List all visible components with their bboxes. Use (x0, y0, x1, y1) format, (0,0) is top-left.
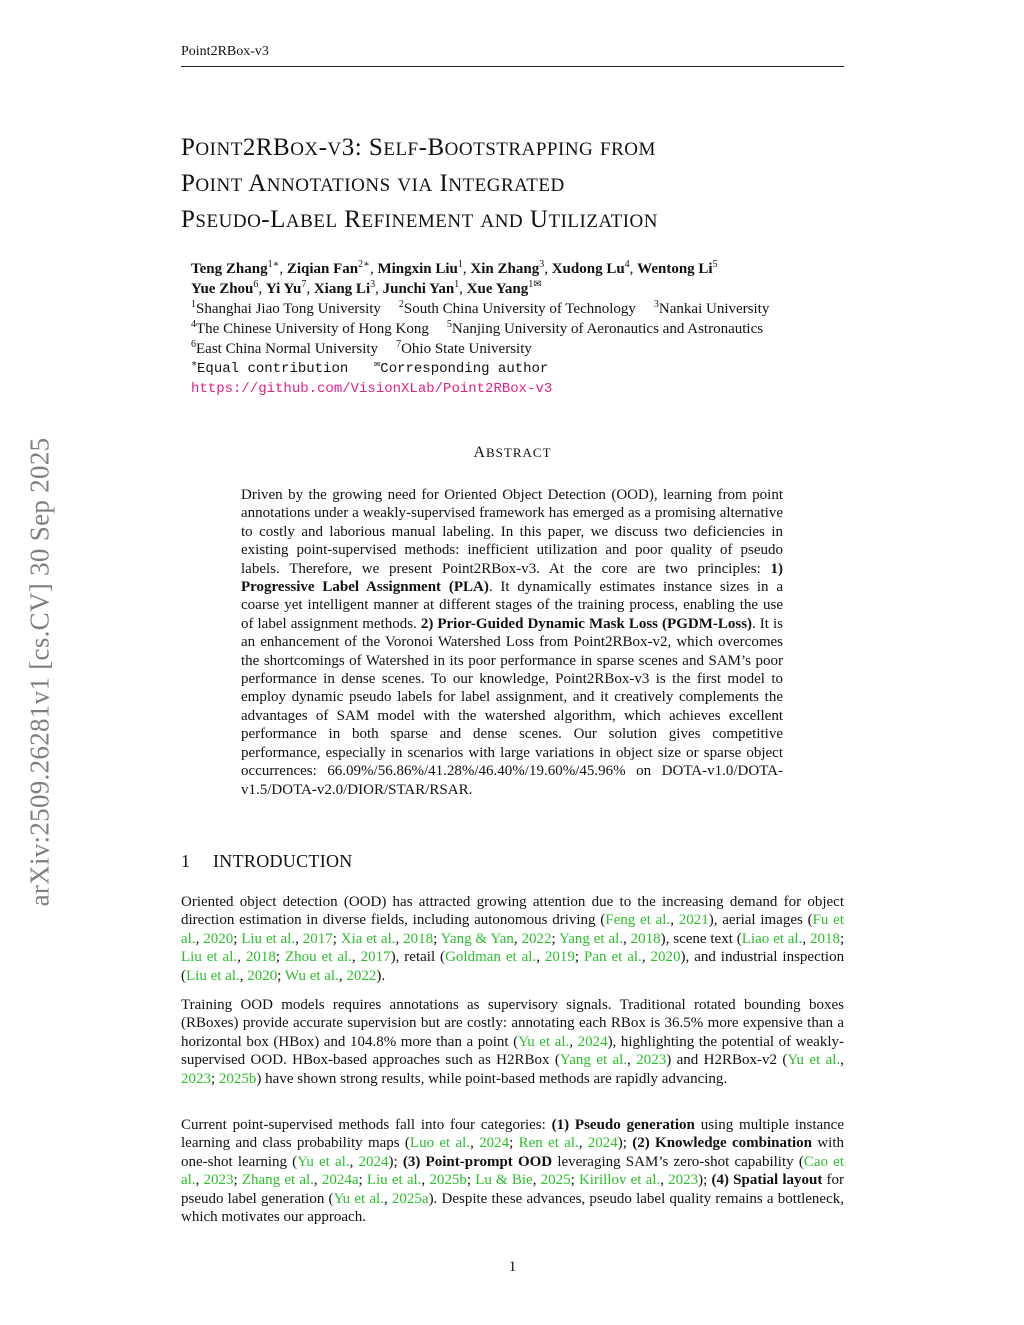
author-affiliation-mark: 5 (712, 259, 718, 270)
affiliation-name: Nankai University (658, 301, 770, 317)
author-name: Ziqian Fan (286, 261, 359, 277)
citation-link[interactable]: 2023 (636, 1052, 667, 1069)
intro-paragraph-2: Training OOD models requires annotations as supervisory signals. Traditional rotated bounding boxes (RBoxes) provide accurate supervision but are costly: annotating each RBox is 36.5% more expensive than a horizontal box (HBox) and 104.8% more than a point (Yu et al., 2024), highlighting the potential of weakly-supervised OOD. HBox-based approaches such as H2RBox (Yang et al., 2023) and H2RBox-v2 (Yu et al., 2023; 2025b) have shown strong results, while point-based methods are rapidly advancing. (181, 997, 844, 1087)
affiliation-line-2 (191, 319, 851, 339)
citation-link[interactable]: Liu et al. (186, 967, 240, 984)
affiliation-mark: 4 (191, 319, 196, 330)
citation-link[interactable]: Yang & Yan (440, 930, 514, 947)
citation-link[interactable]: 2022 (346, 967, 377, 984)
author-name: Mingxin Liu (377, 261, 458, 277)
arxiv-identifier: arXiv:2509.26281v1 [cs.CV] 30 Sep 2025 (24, 437, 55, 907)
affiliation-mark: 3 (653, 299, 659, 310)
citation-link[interactable]: 2024 (577, 1033, 608, 1050)
citation-link[interactable]: Liu et al. (181, 949, 238, 966)
citation-link[interactable]: Cao et al. (181, 1153, 844, 1189)
citation-link[interactable]: Goldman et al. (445, 949, 537, 966)
citation-link[interactable]: 2025b (429, 1172, 467, 1189)
bold-term: 1) Progressive Label Assignment (PLA) (241, 560, 783, 596)
author-block (191, 259, 851, 399)
affiliation-name: The Chinese University of Hong Kong (196, 321, 429, 337)
citation-link[interactable]: Yang et al. (558, 930, 624, 947)
author-affiliation-mark: 1∗ (267, 259, 280, 270)
author-name: Xue Yang (466, 281, 529, 297)
title-line-1: POINT2RBOX-V3: SELF-BOOTSTRAPPING FROM (181, 134, 656, 161)
author-name: Xudong Lu (551, 261, 625, 277)
bold-term: (3) Point-prompt OOD (402, 1153, 553, 1170)
abstract-body: Driven by the growing need for Oriented Object Detection (OOD), learning from point annotations under a weakly-supervised framework has emerged as a promising alternative to costly and laborious manual labeling. In this paper, we discuss two deficiencies in existing point-supervised methods: inefficient utilization and poor quality of pseudo labels. Therefore, we present Point2RBox-v3. At the core are two principles: 1) Progressive Label Assignment (PLA). It dynamically estimates instance sizes in a coarse yet intelligent manner at different stages of the training process, enabling the use of label assignment methods. 2) Prior-Guided Dynamic Mask Loss (PGDM-Loss). It is an enhancement of the Voronoi Watershed Loss from Point2RBox-v2, which overcomes the shortcomings of Watershed in its poor performance in sparse scenes and SAM’s poor performance in dense scenes. To our knowledge, Point2RBox-v3 is the first model to employ dynamic pseudo labels for label assignment, and it creatively complements the advantages of SAM model with the watershed algorithm, which achieves excellent performance in both sparse and dense scenes. Our solution gives competitive performance, especially in scenarios with large variations in object size or sparse object occurrences: 66.09%/56.86%/41.28%/46.40%/19.60%/45.96% on DOTA-v1.0/DOTA-v1.5/DOTA-v2.0/DIOR/STAR/RSAR. (241, 487, 783, 798)
affiliation-line-3 (191, 339, 851, 359)
citation-link[interactable]: Xia et al. (340, 930, 396, 947)
header-rule (181, 66, 844, 67)
section-title: INTRODUCTION (213, 851, 353, 871)
mail-icon: ✉ (374, 359, 381, 371)
paper-title (181, 131, 844, 239)
citation-link[interactable]: 2017 (302, 930, 333, 947)
bold-term: (2) Knowledge combination (632, 1135, 813, 1152)
affiliation-line-1 (191, 299, 851, 319)
corresponding-author-note: Corresponding author (380, 361, 549, 377)
citation-link[interactable]: 2019 (544, 949, 575, 966)
abstract-heading (181, 444, 844, 462)
affiliation-mark: 6 (191, 339, 196, 350)
section-number: 1 (181, 851, 191, 871)
citation-link[interactable]: 2022 (521, 930, 552, 947)
citation-link[interactable]: 2020 (247, 967, 278, 984)
affiliation-name: East China Normal University (196, 341, 379, 357)
citation-link[interactable]: Liu et al. (366, 1172, 422, 1189)
author-affiliation-mark: 1 (457, 259, 463, 270)
citation-link[interactable]: 2024 (479, 1135, 510, 1152)
author-line-2: Yue Zhou$^6$, Yi Yu$^7$, Xiang Li$^3$, Junchi Yan$^1$, Xue Yang$^{1✉}$ (191, 279, 542, 297)
author-name: Xiang Li (313, 281, 371, 297)
affiliation-name: Ohio State University (401, 341, 532, 357)
citation-link[interactable]: Fu et al. (181, 912, 845, 947)
citation-link[interactable]: Wu et al. (284, 967, 339, 984)
citation-link[interactable]: 2023 (203, 1172, 234, 1189)
citation-link[interactable]: Yu et al. (297, 1153, 350, 1170)
author-affiliation-mark: 6 (253, 279, 259, 290)
equal-contribution-note: Equal contribution (197, 361, 349, 377)
citation-link[interactable]: 2025 (540, 1172, 571, 1189)
author-name: Yi Yu (265, 281, 302, 297)
affiliation-mark: 5 (446, 319, 452, 330)
author-affiliation-mark: 2∗ (358, 259, 370, 270)
citation-link[interactable]: 2021 (678, 912, 709, 929)
citation-link[interactable]: 2025b (218, 1070, 257, 1087)
arxiv-sidebar (20, 392, 60, 952)
author-line-1: Teng Zhang$^{1∗}$, Ziqian Fan$^{2∗}$, Mingxin Liu$^1$, Xin Zhang$^3$, Xudong Lu$^4$, Wentong Li$^5$ (191, 259, 718, 277)
citation-link[interactable]: 2023 (181, 1070, 211, 1087)
author-name: Xin Zhang (470, 261, 540, 277)
github-link[interactable]: https://github.com/VisionXLab/Point2RBox-v3 (191, 381, 553, 397)
citation-link[interactable]: 2018 (809, 930, 840, 947)
affiliation-mark: 7 (396, 339, 402, 350)
citation-link[interactable]: 2024 (358, 1153, 389, 1170)
citation-link[interactable]: Yu et al. (333, 1190, 384, 1207)
equal-contribution-mark: ∗ (191, 359, 198, 371)
citation-link[interactable]: Liu et al. (241, 930, 296, 947)
affiliation-mark: 1 (191, 299, 196, 310)
citation-link[interactable]: Zhou et al. (284, 949, 352, 966)
title-line-3: PSEUDO-LABEL REFINEMENT AND UTILIZATION (181, 206, 658, 233)
citation-link[interactable]: 2017 (360, 949, 391, 966)
abstract-heading-text: ABSTRACT (473, 444, 552, 461)
bold-term: (4) Spatial layout (711, 1172, 823, 1189)
author-name: Wentong Li (637, 261, 713, 277)
citation-link[interactable]: Kirillov et al. (578, 1172, 661, 1189)
citation-link[interactable]: Yu et al. (518, 1033, 570, 1050)
citation-link[interactable]: Lu & Bie (475, 1172, 533, 1189)
author-affiliation-mark: 3 (370, 279, 376, 290)
citation-link[interactable]: 2024a (321, 1172, 359, 1189)
citation-link[interactable]: 2025a (391, 1190, 429, 1207)
citation-link[interactable]: Feng et al. (605, 912, 671, 929)
intro-paragraph-1: Oriented object detection (OOD) has attracted growing attention due to the increasing demand for object direction estimation in diverse fields, including autonomous driving (Feng et al., 2021), aerial images (Fu et al., 2020; Liu et al., 2017; Xia et al., 2018; Yang & Yan, 2022; Yang et al., 2018), scene text (Liao et al., 2018; Liu et al., 2018; Zhou et al., 2017), retail (Goldman et al., 2019; Pan et al., 2020), and industrial inspection (Liu et al., 2020; Wu et al., 2022). (181, 894, 845, 984)
citation-link[interactable]: Ren et al. (518, 1135, 579, 1152)
bold-term: 2) Prior-Guided Dynamic Mask Loss (PGDM-Loss) (420, 615, 753, 632)
citation-link[interactable]: 2020 (650, 949, 681, 966)
author-affiliation-mark: 3 (539, 259, 545, 270)
author-affiliation-mark: 1✉ (528, 279, 542, 290)
affiliation-name: South China University of Technology (403, 301, 636, 317)
bold-term: (1) Pseudo generation (551, 1117, 695, 1133)
citation-link[interactable]: 2018 (403, 930, 434, 947)
page-number: 1 (508, 1259, 517, 1275)
author-name: Junchi Yan (382, 281, 455, 297)
contribution-notes (191, 359, 851, 379)
citation-link[interactable]: Yang et al. (559, 1052, 628, 1069)
author-affiliation-mark: 1 (454, 279, 460, 290)
affiliation-mark: 2 (398, 299, 404, 310)
section-heading-introduction (181, 851, 353, 872)
author-name: Teng Zhang (191, 261, 268, 277)
citation-link[interactable]: 2023 (668, 1172, 699, 1189)
citation-link[interactable]: 2024 (587, 1135, 618, 1152)
intro-paragraph-3: Current point-supervised methods fall into four categories: (1) Pseudo generation using multiple instance learning and class probability maps (Luo et al., 2024; Ren et al., 2024); (2) Knowledge combination with one-shot learning (Yu et al., 2024); (3) Point-prompt OOD leveraging SAM’s zero-shot capability (Cao et al., 2023; Zhang et al., 2024a; Liu et al., 2025b; Lu & Bie, 2025; Kirillov et al., 2023); (4) Spatial layout for pseudo label generation (Yu et al., 2025a). Despite these advances, pseudo label quality remains a bottleneck, which motivates our approach. (181, 1117, 845, 1226)
citation-link[interactable]: Luo et al. (409, 1135, 471, 1152)
citation-link[interactable]: Liao et al. (741, 930, 803, 947)
author-affiliation-mark: 4 (624, 259, 630, 270)
citation-link[interactable]: Pan et al. (584, 949, 642, 966)
author-affiliation-mark: 7 (301, 279, 307, 290)
running-head: Point2RBox-v3 (181, 44, 269, 59)
citation-link[interactable]: 2018 (630, 930, 661, 947)
citation-link[interactable]: 2020 (203, 930, 234, 947)
citation-link[interactable]: 2018 (245, 949, 276, 966)
author-name: Yue Zhou (191, 281, 254, 297)
citation-link[interactable]: Yu et al. (787, 1052, 841, 1069)
title-line-2: POINT ANNOTATIONS VIA INTEGRATED (181, 170, 565, 197)
affiliation-name: Nanjing University of Aeronautics and Astronautics (451, 321, 764, 337)
affiliation-name: Shanghai Jiao Tong University (196, 301, 381, 317)
citation-link[interactable]: Zhang et al. (241, 1172, 314, 1189)
